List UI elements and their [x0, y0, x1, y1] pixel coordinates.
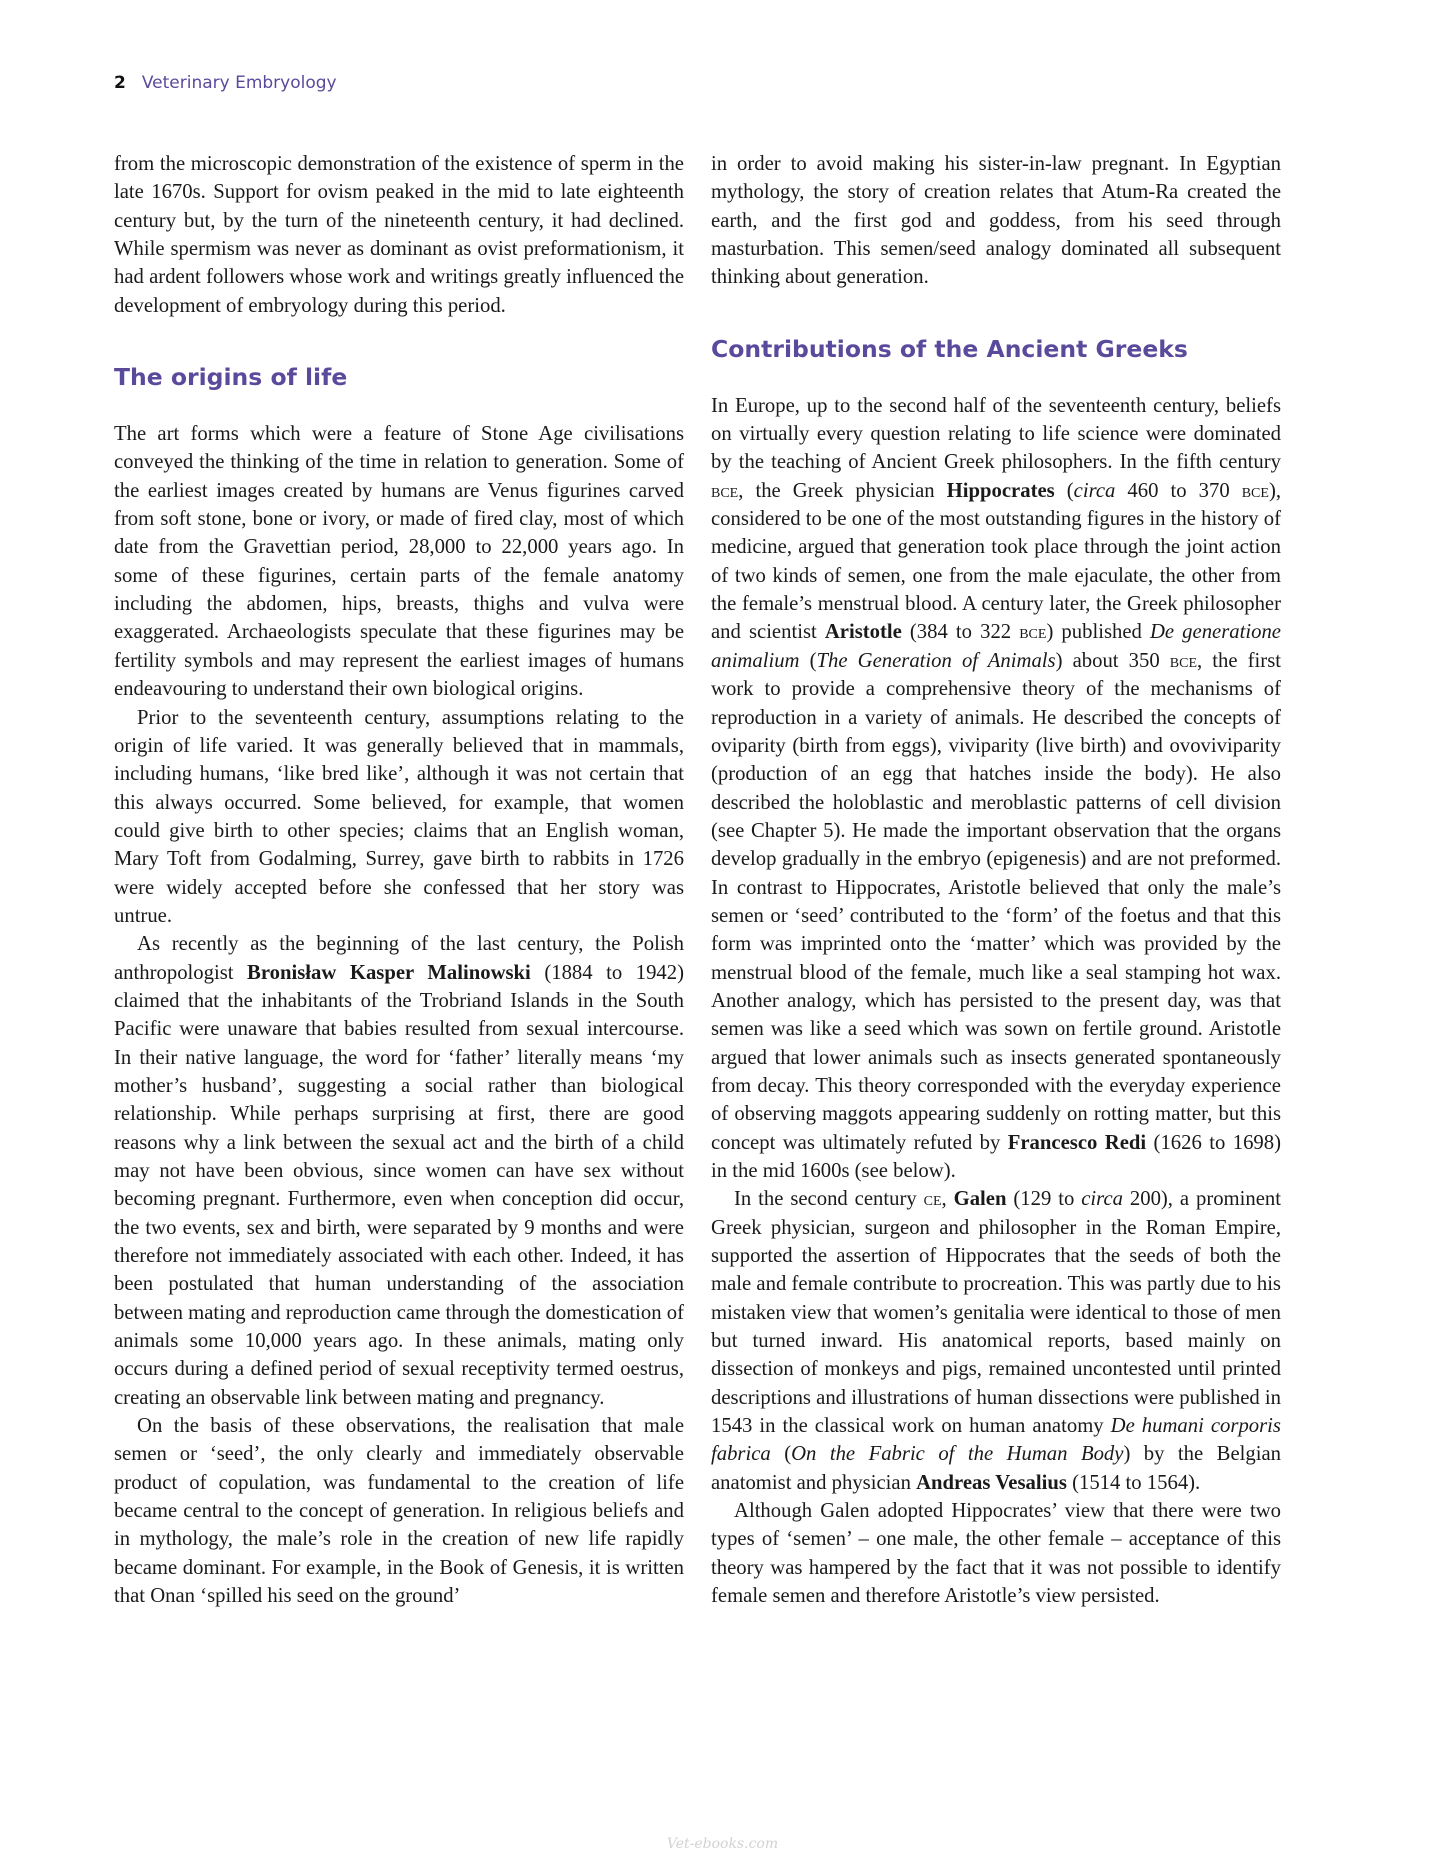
- text-run: As recently as the beginning of the last century, the Polish anthropologist: [114, 933, 684, 984]
- left-column: [114, 150, 684, 1611]
- text-run: (129 to: [1006, 1188, 1082, 1211]
- text-run: (1884 to 1942) claimed that the inhabitants of the Trobriand Islands in the South Pacific were unaware that babies resulted from sexual intercourse. In their native language, the word for ‘father’ literally means ‘my mother’s husband’, suggesting a social rather than biological relationship. While perhaps surprising at first, there are good reasons why a link between the sexual act and the birth of a child may not have been obvious, since women can have sex without becoming pregnant. Furthermore, even when conception did occur, the two events, sex and birth, were separated by 9 months and were therefore not immediately associated with each other. Indeed, it has been postulated that human understanding of the association between mating and reproduction came through the domestication of animals some 10,000 years ago. In these animals, mating only occurs during a defined period of sexual receptivity termed oestrus, creating an observable link between mating and pregnancy.: [114, 961, 684, 1409]
- text-run: In Europe, up to the second half of the seventeenth century, beliefs on virtually every question relating to life science were dominated by the teaching of Ancient Greek philosophers. In the fifth century: [711, 394, 1281, 474]
- paragraph-seventeenth-century: [114, 704, 684, 931]
- text-run: ), considered to be one of the most outstanding figures in the history of medicine, argued that generation took place through the joint action of two kinds of semen, one from the male ejaculate, the other from the female’s menstrual blood. A century later, the Greek philosopher and scientist: [711, 479, 1282, 644]
- work-title: De generatione animalium: [711, 621, 1281, 672]
- italic-term: circa: [1073, 479, 1116, 502]
- person-name: Bronisław Kasper Malinowski: [247, 961, 531, 984]
- text-run: , the Greek physician: [738, 479, 947, 502]
- text-run: (384 to 322: [901, 621, 1020, 644]
- person-name: Francesco Redi: [1007, 1131, 1147, 1154]
- text-run: On the basis of these observations, the realisation that male semen or ‘seed’, the only clearly and immediately observable product of copulation, was fundamental to the creation of life became central to the concept of generation. In religious beliefs and in mythology, the male’s role in the creation of new life rapidly became dominant. For example, in the Book of Genesis, it is written that Onan ‘spilled his seed on the ground’: [114, 1415, 684, 1608]
- text-run: In the second century: [734, 1188, 924, 1211]
- era-abbrev: bce: [711, 479, 739, 502]
- text-run: ,: [941, 1188, 954, 1211]
- running-head: [114, 73, 337, 93]
- text-run: 200), a prominent Greek physician, surgeon and philosopher in the Roman Empire, supported the assertion of Hippocrates that the seeds of both the male and female contribute to procreation. This was partly due to his mistaken view that women’s genitalia were identical to those of men but turned inward. His anatomical reports, based mainly on dissection of monkeys and pigs, remained uncontested until printed descriptions and illustrations of human dissections were published in 1543 in the classical work on human anatomy: [711, 1188, 1282, 1438]
- text-run: (: [1054, 479, 1074, 502]
- watermark: Vet-ebooks.com: [666, 1836, 779, 1852]
- text-run: (: [770, 1443, 792, 1466]
- text-run: (1626 to 1698) in the mid 1600s (see below).: [711, 1131, 1282, 1182]
- paragraph-continued-egyptian: [711, 150, 1281, 292]
- paragraph-stone-age: [114, 420, 684, 703]
- text-run: ) by the Belgian anatomist and physician: [711, 1443, 1281, 1494]
- work-title: On the Fabric of the Human Body: [791, 1443, 1124, 1466]
- right-column: [711, 150, 1281, 1611]
- section-heading-ancient-greeks: Contributions of the Ancient Greeks: [711, 334, 1188, 363]
- work-title: De humani corporis fabrica: [711, 1415, 1281, 1466]
- person-name: Aristotle: [824, 621, 902, 644]
- paragraph-hippocrates-aristotle: [711, 392, 1281, 1186]
- work-title: The Generation of Animals: [816, 649, 1056, 672]
- text-run: 460 to 370: [1115, 479, 1242, 502]
- person-name: Galen: [953, 1188, 1007, 1211]
- text-run: The art forms which were a feature of Stone Age civilisations conveyed the thinking of the time in relation to generation. Some of the earliest images created by humans are Venus figurines carved from soft stone, bone or ivory, or made of fired clay, most of which date from the Gravettian period, 28,000 to 22,000 years ago. In some of these figurines, certain parts of the female anatomy including the abdomen, hips, breasts, thighs and vulva were exaggerated. Archaeologists speculate that these figurines may be fertility symbols and may represent the earliest images of humans endeavouring to understand their own biological origins.: [114, 423, 684, 701]
- text-run: , the first work to provide a comprehensive theory of the mechanisms of reproduction in a variety of animals. He described the concepts of oviparity (birth from eggs), viviparity (live birth) and ovoviviparity (production of an egg that hatches inside the body). He also described the holoblastic and meroblastic patterns of cell division (see Chapter 5). He made the important observation that the organs develop gradually in the embryo (epigenesis) and are not preformed. In contrast to Hippocrates, Aristotle believed that only the male’s semen or ‘seed’ contributed to the ‘form’ of the foetus and that this form was imprinted onto the ‘matter’ which was provided by the menstrual blood of the female, much like a seal stamping hot wax. Another analogy, which has persisted to the present day, was that semen was like a seed which was sown on fertile ground. Aristotle argued that lower animals such as insects generated spontaneously from decay. This theory corresponded with the everyday experience of observing maggots appearing suddenly on rotting matter, but this concept was ultimately refuted by: [711, 649, 1281, 1154]
- era-abbrev: ce: [923, 1188, 942, 1211]
- paragraph-malinowski: [114, 930, 684, 1412]
- era-abbrev: bce: [1019, 621, 1047, 644]
- paragraph-continued: [114, 150, 684, 320]
- era-abbrev: bce: [1241, 479, 1269, 502]
- text-run: (1514 to 1564).: [1066, 1471, 1201, 1494]
- text-run: in order to avoid making his sister-in-law pregnant. In Egyptian mythology, the story of creation relates that Atum-Ra created the earth, and the first god and goddess, from his seed through masturbation. This semen/seed analogy dominated all subsequent thinking about generation.: [711, 153, 1281, 289]
- page-number: 2: [114, 73, 126, 93]
- text-run: ) about 350: [1055, 649, 1170, 672]
- text-run: Although Galen adopted Hippocrates’ view that there were two types of ‘semen’ – one male, the other female – acceptance of this theory was hampered by the fact that it was not possible to identify female semen and therefore Aristotle’s view persisted.: [711, 1500, 1281, 1608]
- italic-term: circa: [1081, 1188, 1123, 1211]
- text-run: from the microscopic demonstration of the existence of sperm in the late 1670s. Support for ovism peaked in the mid to late eighteenth century but, by the turn of the nineteenth century, it had declined. While spermism was never as dominant as ovist preformationism, it had ardent followers whose work and writings greatly influenced the development of embryology during this period.: [114, 153, 684, 317]
- person-name: Andreas Vesalius: [916, 1471, 1067, 1494]
- text-run: ) published: [1046, 621, 1150, 644]
- era-abbrev: bce: [1169, 649, 1198, 672]
- text-run: Prior to the seventeenth century, assumptions relating to the origin of life varied. It was generally believed that in mammals, including humans, ‘like bred like’, although it was not certain that this always occurred. Some believed, for example, that women could give birth to other species; claims that an English woman, Mary Toft from Godalming, Surrey, gave birth to rabbits in 1726 were widely accepted before she confessed that her story was untrue.: [114, 706, 684, 927]
- section-heading-origins: The origins of life: [114, 363, 348, 392]
- text-run: (: [799, 649, 817, 672]
- paragraph-semen-seed: [114, 1412, 684, 1610]
- person-name: Hippocrates: [946, 479, 1055, 502]
- paragraph-galen: [711, 1185, 1281, 1497]
- book-title: Veterinary Embryology: [141, 73, 337, 93]
- paragraph-galen-semen: [711, 1497, 1281, 1610]
